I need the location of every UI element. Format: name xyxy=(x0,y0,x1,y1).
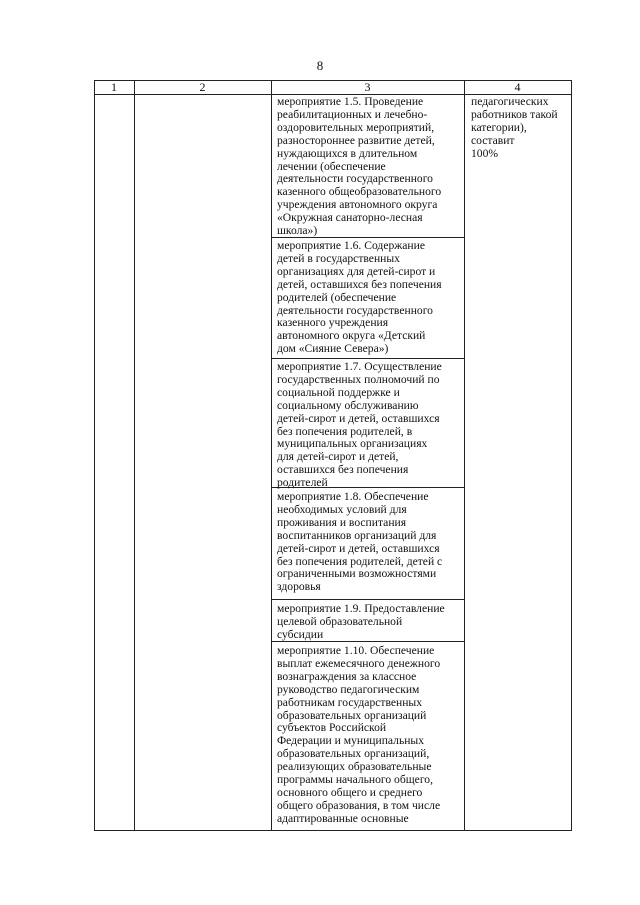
indicator-text: педагогических работников такой категории), составит 100% xyxy=(471,95,558,160)
col-border-left xyxy=(94,80,95,831)
table-bottom-border xyxy=(94,830,572,831)
row-sep-4 xyxy=(271,599,465,600)
measure-1-8: мероприятие 1.8. Обеспечение необходимых условий для проживания и воспитания воспитанников организаций для детей-сирот и детей, оставшихся без попечения родителей, детей с ограниченными возможностями здоровья xyxy=(277,490,443,594)
header-col-4: 4 xyxy=(514,80,521,94)
col-border-3-4 xyxy=(464,80,465,831)
measure-1-10: мероприятие 1.10. Обеспечение выплат ежемесячного денежного вознаграждения за классное руководство педагогическим работникам государственных образовательных организаций субъектов Российской Федерации и муниципальных образовательных организаций, реализующих образовательные программы начального общего, основного общего и среднего общего образования, в том числе адаптированные основные xyxy=(277,644,441,825)
measure-1-7: мероприятие 1.7. Осуществление государственных полномочий по социальной поддержке и социальному обслуживанию детей-сирот и детей, оставшихся без попечения родителей, в муниципальных организациях для детей-сирот и детей, оставшихся без попечения родителей xyxy=(277,360,442,490)
header-col-2: 2 xyxy=(199,80,206,94)
page-number: 8 xyxy=(316,58,324,73)
col-border-1-2 xyxy=(134,80,135,831)
col-border-right xyxy=(571,80,572,831)
row-sep-2 xyxy=(271,358,465,359)
measure-1-9: мероприятие 1.9. Предоставление целевой образовательной субсидии xyxy=(277,602,445,641)
col-border-2-3 xyxy=(271,80,272,831)
measure-1-5: мероприятие 1.5. Проведение реабилитационных и лечебно- оздоровительных мероприятий, разностороннее развитие детей, нуждающихся в длительном лечении (обеспечение деятельности государственного казенного общеобразовательного учреждения автономного округа «Окружная санаторно-лесная школа») xyxy=(277,95,442,238)
measure-1-6: мероприятие 1.6. Содержание детей в государственных организациях для детей-сирот и детей, оставшихся без попечения родителей (обеспечение деятельности государственного казенного учреждения автономного округа «Детский дом «Сияние Севера») xyxy=(277,239,442,356)
header-col-1: 1 xyxy=(111,80,117,94)
header-col-3: 3 xyxy=(364,80,371,94)
